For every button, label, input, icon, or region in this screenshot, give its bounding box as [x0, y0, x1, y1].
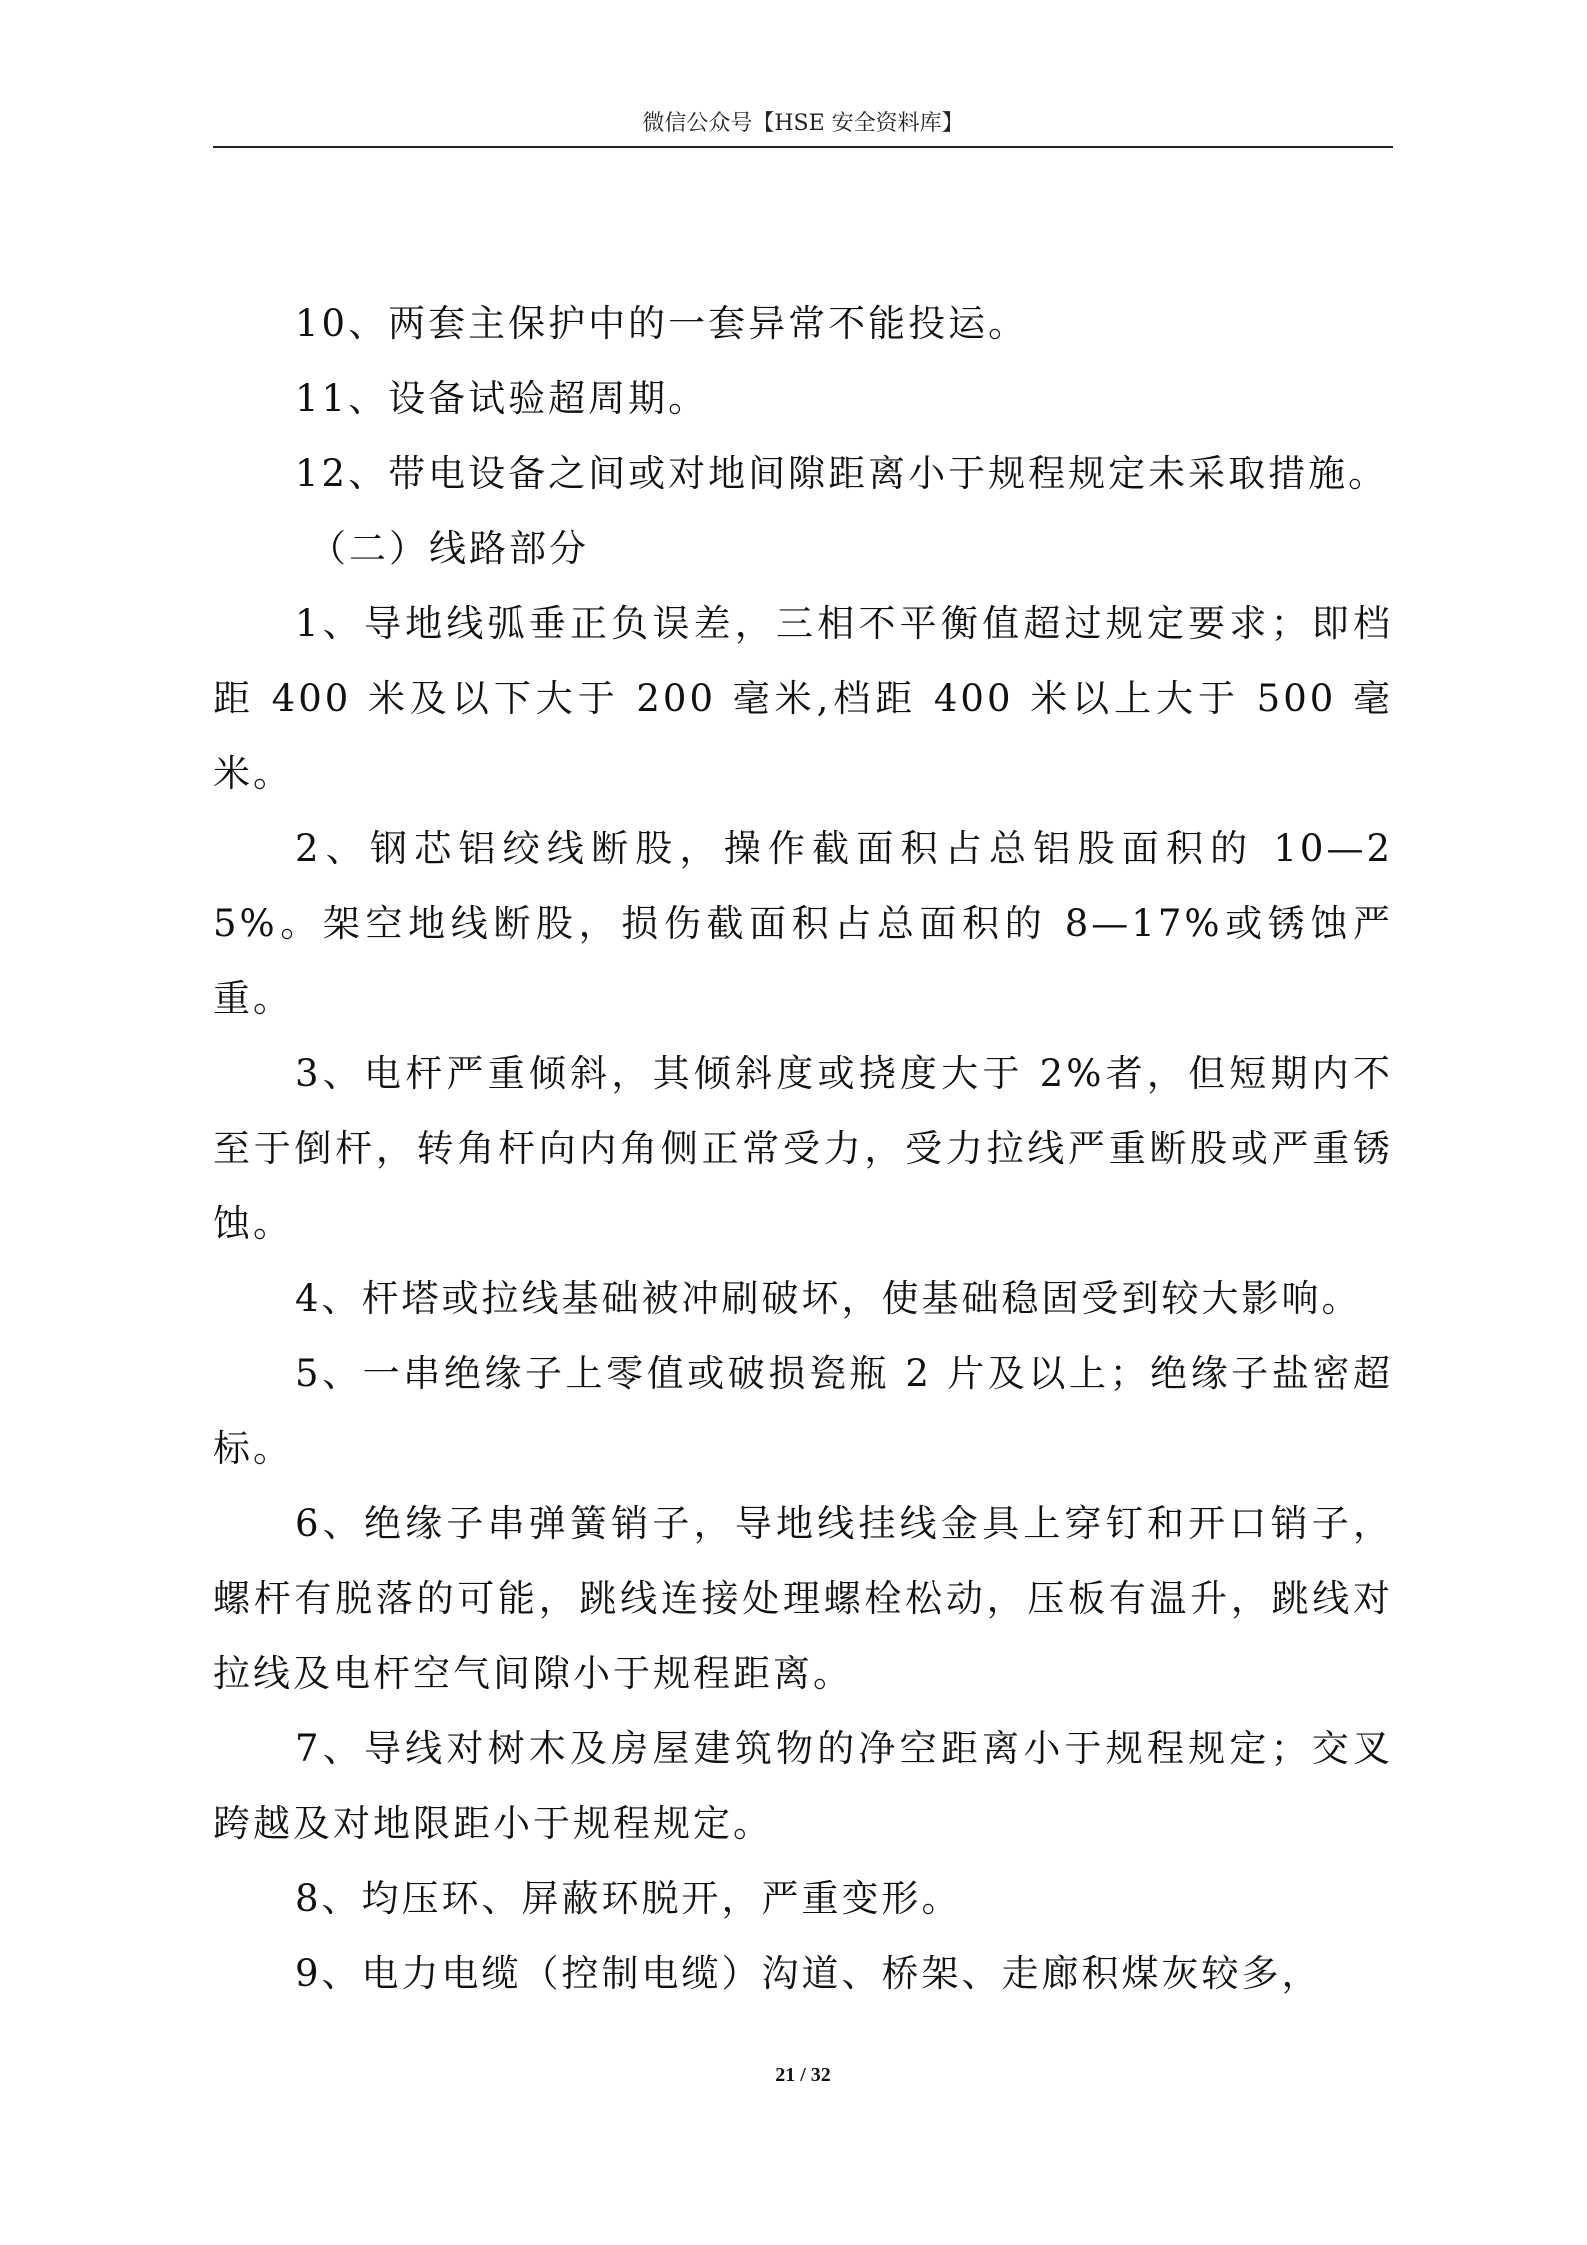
paragraph-item-3: 3、电杆严重倾斜，其倾斜度或挠度大于 2%者，但短期内不至于倒杆，转角杆向内角侧正常受力，受力拉线严重断股或严重锈蚀。: [213, 1052, 1393, 1245]
paragraph-item-4: 4、杆塔或拉线基础被冲刷破坏，使基础稳固受到较大影响。: [295, 1277, 1362, 1320]
page-header: 微信公众号【HSE 安全资料库】: [642, 111, 964, 136]
document-body: [213, 286, 1393, 2011]
paragraph-item-10: 10、两套主保护中的一套异常不能投运。: [295, 302, 1029, 345]
paragraph-item-11: 11、设备试验超周期。: [295, 377, 709, 420]
page-number: 21 / 32: [775, 2064, 831, 2086]
paragraph-item-2: 2、钢芯铝绞线断股，操作截面积占总铝股面积的 10—25%。架空地线断股，损伤截面积占总面积的 8—17%或锈蚀严重。: [213, 827, 1393, 1020]
paragraph-item-12: 12、带电设备之间或对地间隙距离小于规程规定未采取措施。: [295, 452, 1389, 495]
header-divider: [213, 146, 1393, 148]
paragraph-item-1: 1、导地线弧垂正负误差，三相不平衡值超过规定要求；即档距 400 米及以下大于 200 毫米,档距 400 米以上大于 500 毫米。: [213, 602, 1393, 795]
paragraph-item-5: 5、一串绝缘子上零值或破损瓷瓶 2 片及以上；绝缘子盐密超标。: [213, 1352, 1393, 1470]
paragraph-item-6: 6、绝缘子串弹簧销子，导地线挂线金具上穿钉和开口销子，螺杆有脱落的可能，跳线连接处理螺栓松动，压板有温升，跳线对拉线及电杆空气间隙小于规程距离。: [213, 1502, 1393, 1695]
section-heading: （二）线路部分: [309, 527, 589, 570]
paragraph-item-8: 8、均压环、屏蔽环脱开，严重变形。: [295, 1877, 962, 1920]
paragraph-item-9: 9、电力电缆（控制电缆）沟道、桥架、走廊积煤灰较多，: [295, 1952, 1322, 1995]
paragraph-item-7: 7、导线对树木及房屋建筑物的净空距离小于规程规定；交叉跨越及对地限距小于规程规定。: [213, 1727, 1393, 1845]
